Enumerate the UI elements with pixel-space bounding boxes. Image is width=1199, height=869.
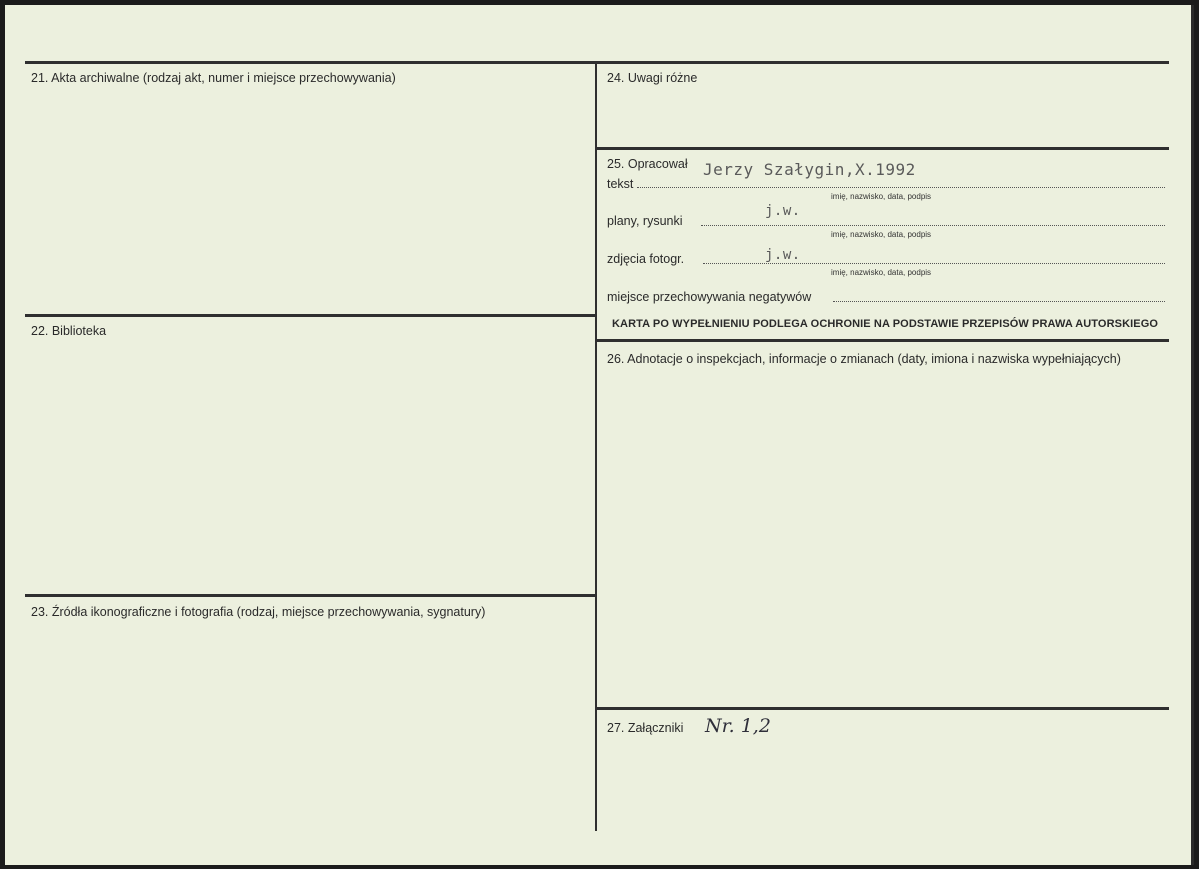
section-21-heading: 21. Akta archiwalne (rodzaj akt, numer i miejsce przechowywania) (31, 71, 396, 85)
zdjecia-label: zdjęcia fotogr. (607, 252, 685, 266)
zdjecia-typed-entry: j.w. (765, 247, 801, 263)
section-25-heading: 25. Opracował (607, 157, 688, 171)
record-card (5, 5, 1194, 865)
plany-label: plany, rysunki (607, 214, 683, 228)
center-divider (595, 61, 597, 831)
rule-left-23 (25, 594, 597, 597)
author-typed-entry: Jerzy Szałygin,X.1992 (703, 160, 916, 179)
rule-right-27 (595, 707, 1169, 710)
negatywy-dotted-line (833, 301, 1165, 302)
plany-dotted-line (701, 225, 1165, 226)
plany-caption: imię, nazwisko, data, podpis (831, 230, 932, 239)
zdjecia-caption: imię, nazwisko, data, podpis (831, 268, 932, 277)
tekst-label: tekst (607, 177, 634, 191)
section-26-heading: 26. Adnotacje o inspekcjach, informacje o zmianach (daty, imiona i nazwiska wypełniających) (607, 352, 1121, 366)
zdjecia-dotted-line (703, 263, 1165, 264)
section-23-heading: 23. Źródła ikonograficzne i fotografia (rodzaj, miejsce przechowywania, sygnatury) (31, 605, 486, 619)
copyright-notice: KARTA PO WYPEŁNIENIU PODLEGA OCHRONIE NA PODSTAWIE PRZEPISÓW PRAWA AUTORSKIEGO (612, 318, 1159, 330)
tekst-dotted-line (637, 187, 1165, 188)
section-24-heading: 24. Uwagi różne (607, 71, 698, 85)
tekst-caption: imię, nazwisko, data, podpis (831, 192, 932, 201)
rule-left-22 (25, 314, 597, 317)
section-27-heading: 27. Załączniki (607, 721, 684, 735)
rule-right-25 (595, 147, 1169, 150)
rule-right-26 (595, 339, 1169, 342)
top-rule (25, 61, 1169, 64)
negatywy-label: miejsce przechowywania negatywów (607, 290, 812, 304)
section-22-heading: 22. Biblioteka (31, 324, 107, 338)
plany-typed-entry: j.w. (765, 203, 801, 219)
attachments-handwritten-entry: Nr. 1,2 (705, 715, 771, 737)
